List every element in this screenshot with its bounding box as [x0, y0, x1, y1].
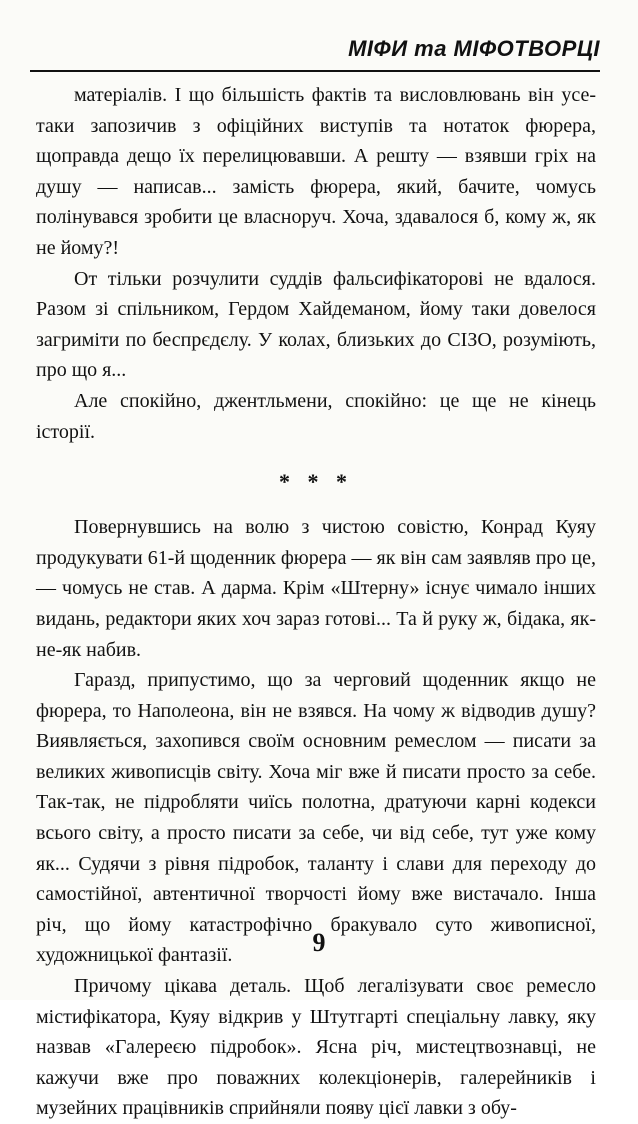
- paragraph: Повернувшись на волю з чистою совістю, Конрад Куяу продукувати 61-й щоденник фюрера — як він сам заявляв про це, — чомусь не став. А дарма. Крім «Штерну» існує чимало інших видань, редактори яких хоч зараз готові... Та й руку ж, бідака, як-не-як набив.: [36, 516, 596, 661]
- section-separator: * * *: [279, 469, 353, 495]
- paragraph: матеріалів. І що більшість фактів та висловлювань він усе-таки запозичив з офіційних виступів та нотаток фюрера, щоправда дещо їх перелицювавши. А решту — взявши гріх на душу — написав... замість фюрера, який, бачите, чомусь полінувався зробити це власноруч. Хоча, здавалося б, кому ж, як не йому?!: [36, 84, 596, 259]
- running-header-title: МІФИ та МІФОТВОРЦІ: [348, 36, 600, 61]
- paragraph: Але спокійно, джентльмени, спокійно: це ще не кінець історії.: [36, 389, 596, 443]
- paragraph: Гаразд, припустимо, що за черговий щоденник якщо не фюрера, то Наполеона, він не взявся. На чому ж відводив душу? Виявляється, захопився своїм основним ремеслом — писати за великих живописців світу. Хоча міг вже й писати просто за себе. Так-так, не підробляти чиїсь полотна, дратуючи карні кодекси всього світу, а просто писати за себе, чи від себе, тут уже кому як... Судячи з рівня підробок, таланту і слави для переходу до самостійної, автентичної творчості йому вже вистачало. Інша річ, що йому катастрофічно бракувало суто живописної, художницької фантазії.: [36, 669, 596, 967]
- body-text: [36, 80, 596, 1124]
- running-header: [30, 28, 600, 72]
- paragraph: От тільки розчулити суддів фальсифікаторові не вдалося. Разом зі спільником, Гердом Хайдеманом, йому таки довелося загриміти по беспрєдєлу. У колах, близьких до СІЗО, розуміють, про що я...: [36, 267, 596, 382]
- page-number: 9: [312, 928, 326, 957]
- paragraph: Причому цікава деталь. Щоб легалізувати своє ремесло містифікатора, Куяу відкрив у Штутгарті спеціальну лавку, яку назвав «Галереєю підробок». Ясна річ, мистецтвознавці, не кажучи вже про поважних колекціонерів, галерейників і музейних працівників сприйняли появу цієї лавки з обу-: [36, 975, 596, 1120]
